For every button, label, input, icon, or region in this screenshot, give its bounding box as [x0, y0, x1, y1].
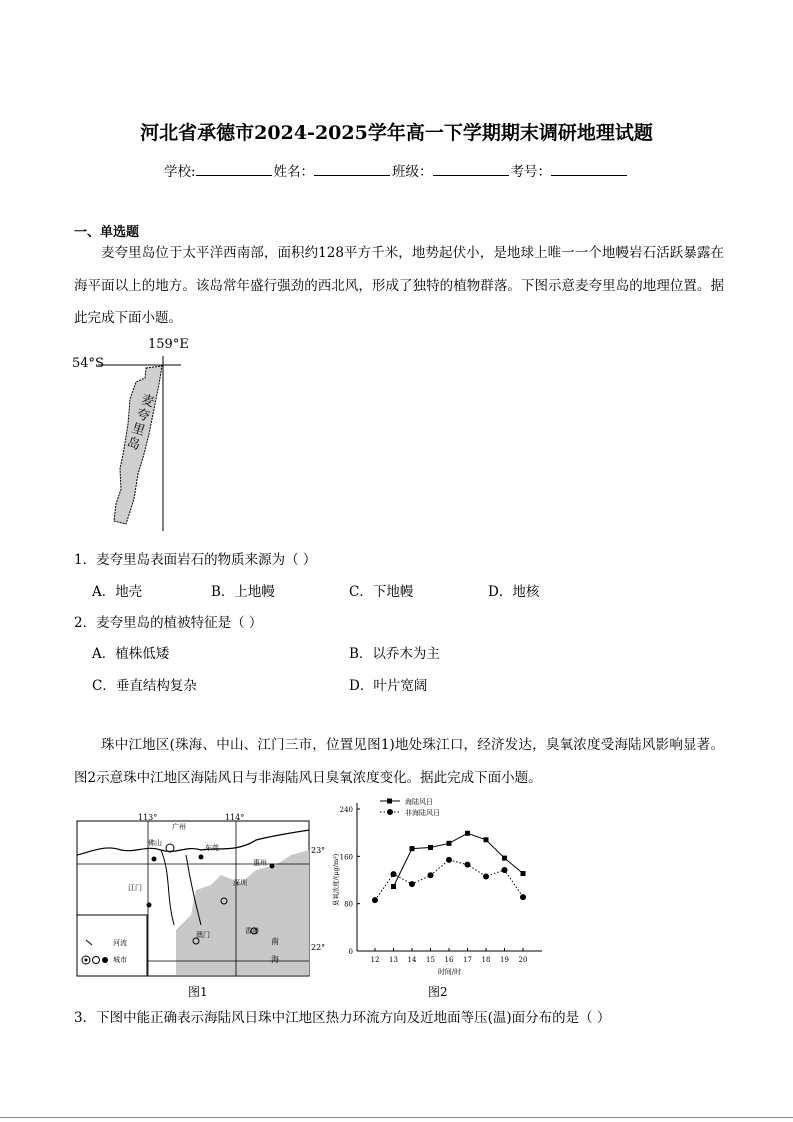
class-blank[interactable]: [433, 163, 509, 176]
data-point-square: [391, 884, 396, 889]
question-1: 1．麦夸里岛表面岩石的物质来源为（ ）: [74, 552, 317, 568]
city-foshan: 佛山: [148, 839, 162, 847]
lat-22: 22°: [311, 943, 326, 952]
data-point-circle: [428, 872, 434, 878]
legend-river: 河流: [113, 939, 127, 947]
legend-marker: [387, 809, 393, 815]
x-axis-label: 时间/时: [437, 968, 462, 976]
y-tick-label: 0: [348, 948, 353, 956]
school-label: 学校:: [163, 164, 196, 180]
data-point-square: [502, 856, 507, 861]
sea-label-2: 海: [271, 955, 279, 964]
lat-23: 23°: [311, 846, 326, 855]
y-axis-label: 臭氧浓度/(μg/m³): [332, 853, 340, 907]
data-point-square: [428, 845, 433, 850]
name-blank[interactable]: [314, 163, 390, 176]
x-tick-label: 19: [500, 956, 509, 964]
student-info: [0, 160, 793, 180]
city-shenzhen: 深圳: [233, 879, 247, 887]
q2-option-d[interactable]: D．叶片宽阔: [349, 678, 428, 694]
q1-option-a[interactable]: A．地壳: [92, 584, 143, 600]
city-dongguan: 东莞: [205, 844, 219, 852]
data-point-circle: [372, 897, 378, 903]
island-name: 麦夸里岛: [125, 392, 156, 454]
data-point-square: [465, 831, 470, 836]
data-point-square: [484, 837, 489, 842]
ozone-chart: [320, 795, 550, 985]
sea-label-1: 南: [271, 937, 279, 946]
data-point-square: [521, 871, 526, 876]
q1-option-d[interactable]: D．地核: [488, 584, 540, 600]
x-tick-label: 12: [370, 956, 380, 964]
y-tick-label: 80: [344, 900, 353, 909]
question-2: 2．麦夸里岛的植被特征是（ ）: [74, 615, 263, 631]
lon-114: 114°: [225, 813, 245, 822]
page-bottom-rule: [0, 1117, 793, 1118]
name-label: 姓名：: [273, 164, 315, 180]
legend-marker: [387, 799, 392, 804]
lon-113: 113°: [138, 813, 158, 822]
x-tick-label: 16: [444, 956, 454, 964]
page-title: 河北省承德市2024-2025学年高一下学期期末调研地理试题: [140, 122, 653, 144]
data-point-circle: [391, 871, 397, 877]
question-3: 3．下图中能正确表示海陆风日珠中江地区热力环流方向及近地面等压(温)面分布的是（ ）: [74, 1010, 611, 1026]
longitude-label: 159°E: [148, 337, 189, 352]
city-jiangmen: 江门: [128, 884, 142, 892]
x-tick-label: 20: [518, 956, 528, 964]
data-point-circle: [409, 881, 415, 887]
x-tick-label: 14: [407, 956, 417, 964]
city-macau: 澳门: [196, 931, 210, 939]
x-tick-label: 18: [481, 956, 491, 964]
q2-option-c[interactable]: C．垂直结构复杂: [92, 678, 197, 694]
number-label: 考号：: [510, 164, 552, 180]
latitude-label: 54°S: [72, 356, 104, 371]
pearl-river-delta-map: [76, 815, 316, 980]
y-tick-label: 240: [339, 806, 353, 814]
q2-option-a[interactable]: A．植株低矮: [92, 646, 170, 662]
q2-option-b[interactable]: B．以乔木为主: [349, 646, 440, 662]
data-point-circle: [502, 867, 508, 873]
x-tick-label: 13: [389, 956, 398, 964]
data-point-circle: [520, 894, 526, 900]
data-point-circle: [483, 873, 489, 879]
data-point-circle: [465, 862, 471, 868]
school-blank[interactable]: [196, 163, 272, 176]
q1-option-c[interactable]: C．下地幔: [349, 584, 414, 600]
data-point-circle: [446, 857, 452, 863]
legend-city: 城市: [113, 956, 127, 964]
city-huizhou: 惠州: [253, 859, 267, 867]
city-guangzhou: 广州: [172, 823, 186, 831]
passage-2: 珠中江地区(珠海、中山、江门三市，位置见图1)地处珠江口，经济发达，臭氧浓度受海陆风影响显著。图2示意珠中江地区海陆风日与非海陆风日臭氧浓度变化。据此完成下面小题。: [74, 737, 724, 786]
section-heading: 一、单选题: [74, 225, 140, 240]
q1-option-b[interactable]: B．上地幔: [211, 584, 275, 600]
x-tick-label: 17: [463, 956, 472, 964]
legend-label: 非海陆风日: [405, 809, 440, 817]
legend-label: 海陆风日: [405, 798, 433, 806]
y-tick-label: 160: [339, 853, 353, 862]
city-hongkong: 香港: [245, 927, 259, 935]
number-blank[interactable]: [551, 163, 627, 176]
passage-1: 麦夸里岛位于太平洋西南部，面积约128平方千米，地势起伏小，是地球上唯一一个地幔岩石活跃暴露在海平面以上的地方。该岛常年盛行强劲的西北风，形成了独特的植物群落。下图示意麦夸里岛的地理位置。据此完成下面小题。: [74, 245, 724, 326]
class-label: 班级：: [392, 164, 433, 180]
data-point-square: [410, 846, 415, 851]
x-tick-label: 15: [426, 956, 435, 964]
figure-1-caption: 图1: [188, 985, 208, 999]
data-point-square: [447, 841, 452, 846]
figure-2-caption: 图2: [428, 985, 448, 999]
